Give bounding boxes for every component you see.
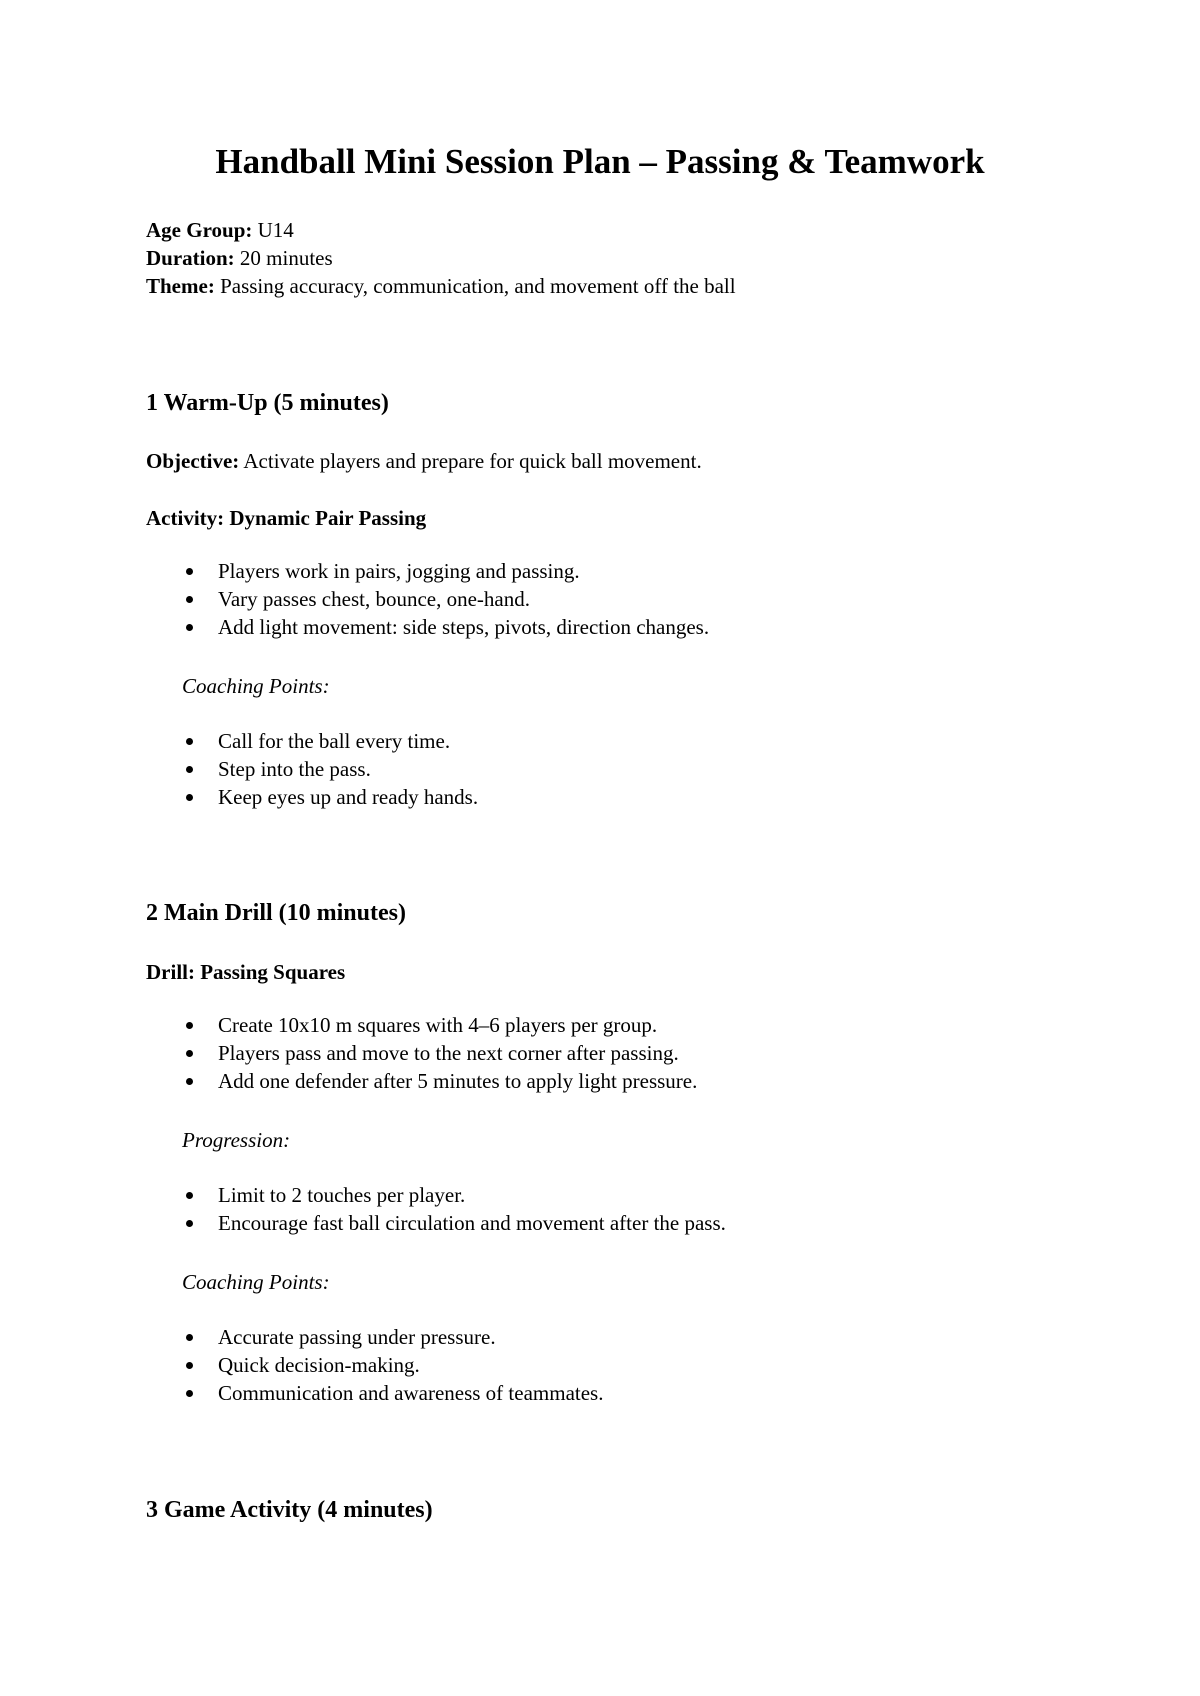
- bullet-icon: [186, 1390, 193, 1397]
- warm-up-bullet-list: [182, 557, 709, 641]
- warm-up-coaching-list: [182, 727, 478, 811]
- list-item: Accurate passing under pressure.: [182, 1323, 603, 1351]
- section-heading-warm-up: 1 Warm-Up (5 minutes): [146, 390, 389, 416]
- bullet-icon: [186, 1022, 193, 1029]
- list-item: Quick decision-making.: [182, 1351, 603, 1379]
- bullet-icon: [186, 1220, 193, 1227]
- drill-heading: Drill: Passing Squares: [146, 960, 346, 984]
- activity-heading: Activity: Dynamic Pair Passing: [146, 506, 427, 530]
- duration-value: 20 minutes: [239, 246, 333, 270]
- bullet-icon: [186, 1334, 193, 1341]
- list-item: Create 10x10 m squares with 4–6 players per group.: [182, 1011, 697, 1039]
- duration-line: [146, 244, 736, 272]
- session-meta: [146, 216, 736, 300]
- list-item: Add light movement: side steps, pivots, direction changes.: [182, 613, 709, 641]
- section-heading-main-drill: 2 Main Drill (10 minutes): [146, 900, 406, 926]
- bullet-icon: [186, 794, 193, 801]
- bullet-icon: [186, 1050, 193, 1057]
- page-title: Handball Mini Session Plan – Passing & Teamwork: [215, 142, 985, 181]
- bullet-icon: [186, 568, 193, 575]
- age-group-value: U14: [257, 218, 294, 242]
- main-drill-bullet-list: [182, 1011, 697, 1095]
- main-drill-coaching-list: [182, 1323, 603, 1407]
- objective-label: Objective:: [146, 449, 240, 473]
- section-heading-game-activity: 3 Game Activity (4 minutes): [146, 1497, 433, 1523]
- list-item: Communication and awareness of teammates.: [182, 1379, 603, 1407]
- list-item: Vary passes chest, bounce, one-hand.: [182, 585, 709, 613]
- theme-line: [146, 272, 736, 300]
- coaching-points-label: Coaching Points:: [182, 674, 330, 698]
- theme-label: Theme:: [146, 274, 215, 298]
- bullet-icon: [186, 1078, 193, 1085]
- coaching-points-label: Coaching Points:: [182, 1270, 330, 1294]
- list-item: Limit to 2 touches per player.: [182, 1181, 726, 1209]
- age-group-line: [146, 216, 736, 244]
- progression-label: Progression:: [182, 1128, 291, 1152]
- bullet-icon: [186, 766, 193, 773]
- theme-value: Passing accuracy, communication, and movement off the ball: [220, 274, 736, 298]
- list-item: Add one defender after 5 minutes to apply light pressure.: [182, 1067, 697, 1095]
- objective-value: Activate players and prepare for quick ball movement.: [243, 449, 702, 473]
- duration-label: Duration:: [146, 246, 235, 270]
- list-item: Call for the ball every time.: [182, 727, 478, 755]
- list-item: Players pass and move to the next corner after passing.: [182, 1039, 697, 1067]
- bullet-icon: [186, 1192, 193, 1199]
- progression-bullet-list: [182, 1181, 726, 1237]
- bullet-icon: [186, 596, 193, 603]
- bullet-icon: [186, 1362, 193, 1369]
- list-item: Keep eyes up and ready hands.: [182, 783, 478, 811]
- bullet-icon: [186, 624, 193, 631]
- bullet-icon: [186, 738, 193, 745]
- list-item: Step into the pass.: [182, 755, 478, 783]
- age-group-label: Age Group:: [146, 218, 253, 242]
- list-item: Players work in pairs, jogging and passing.: [182, 557, 709, 585]
- objective-line: [146, 449, 702, 474]
- list-item: Encourage fast ball circulation and movement after the pass.: [182, 1209, 726, 1237]
